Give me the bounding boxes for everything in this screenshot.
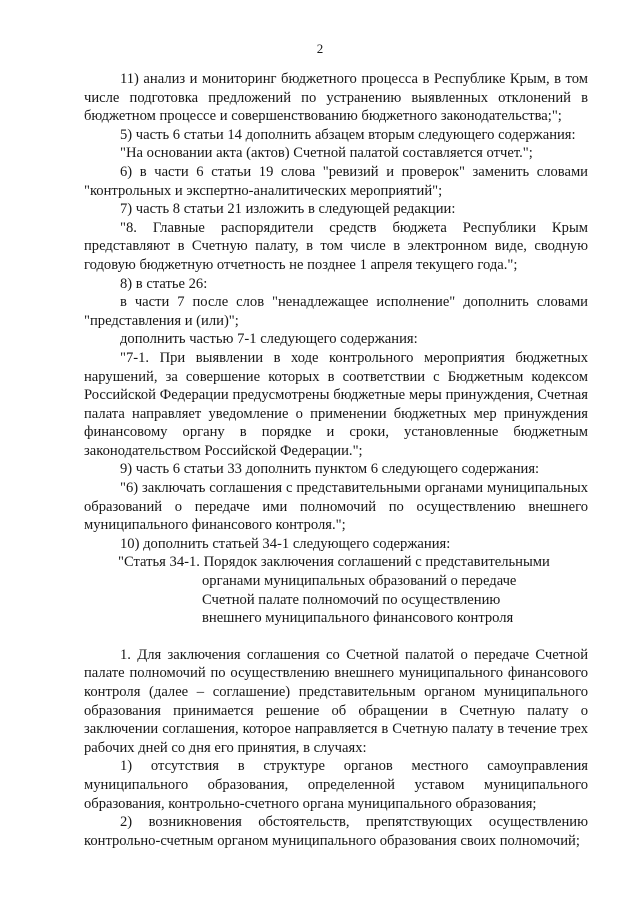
paragraph-p5a: 5) часть 6 статьи 14 дополнить абзацем вторым следующего содержания: (120, 126, 576, 143)
article-title-line: "Статья 34-1. Порядок заключения соглашений с представительными (118, 554, 550, 571)
article-title-line: органами муниципальных образований о передаче (202, 573, 517, 590)
paragraph-p10: 10) дополнить статьей 34-1 следующего содержания: (120, 535, 451, 552)
paragraph-q3: 2) возникновения обстоятельств, препятствующих осуществлению контрольно-счетным органом муниципального образования своих полномочий; (84, 814, 588, 849)
paragraph-p7a: 7) часть 8 статьи 21 изложить в следующей редакции: (120, 201, 456, 218)
paragraph-p8c: дополнить частью 7-1 следующего содержания: (120, 331, 418, 348)
article-title-line: Счетной палате полномочий по осуществлению (202, 591, 501, 608)
paragraph-p7b: "8. Главные распорядители средств бюджета Республики Крым представляют в Счетную палату, в том числе в электронном виде, сводную годовую бюджетную отчетность не позднее 1 апреля текущего года."; (84, 219, 588, 273)
paragraph-p8a: 8) в статье 26: (120, 275, 208, 292)
spacer (84, 628, 588, 646)
paragraph-p8d: "7-1. При выявлении в ходе контрольного мероприятия бюджетных нарушений, за совершение которых в соответствии с Бюджетным кодексом Российской Федерации предусмотрены бюджетные меры принуждения, Счетная палата направляет уведомление о применении бюджетных мер принуждения финансовому органу в порядке и сроки, установленные бюджетным законодательством Российской Федерации."; (84, 349, 588, 459)
paragraph-p9a: 9) часть 6 статьи 33 дополнить пунктом 6 следующего содержания: (120, 461, 540, 478)
paragraph-p8b: в части 7 после слов "ненадлежащее исполнение" дополнить словами "представления и (или)"; (84, 294, 588, 329)
article-title (84, 553, 588, 627)
paragraph-q1: 1. Для заключения соглашения со Счетной палатой о передаче Счетной палате полномочий по осуществлению внешнего муниципального финансового контроля (далее – соглашение) представительным органом муниципального образования принимается решение об обращении в Счетную палату о заключении соглашения, которое направляется в Счетную палату в течение трех рабочих дней со дня его принятия, в случаях: (84, 646, 588, 756)
article-title-line: внешнего муниципального финансового контроля (202, 610, 514, 627)
article-body (84, 646, 588, 851)
document-body (84, 70, 588, 850)
paragraph-p5b: "На основании акта (актов) Счетной палатой составляется отчет."; (120, 145, 533, 162)
amendments-list (84, 70, 588, 553)
paragraph-q2: 1) отсутствия в структуре органов местного самоуправления муниципального образования, определенной уставом муниципального образования, контрольно-счетного органа муниципального образования; (84, 758, 588, 812)
paragraph-p9b: "6) заключать соглашения с представительными органами муниципальных образований о передаче ими полномочий по осуществлению внешнего муниципального финансового контроля."; (84, 480, 588, 534)
paragraph-p6: 6) в части 6 статьи 19 слова "ревизий и проверок" заменить словами "контрольных и экспертно-аналитических мероприятий"; (84, 163, 588, 199)
page-number: 2 (316, 41, 324, 56)
paragraph-p11: 11) анализ и мониторинг бюджетного процесса в Республике Крым, в том числе подготовка предложений по устранению выявленных отклонений в бюджетном процессе и совершенствованию бюджетного законодательства;"; (84, 71, 588, 125)
